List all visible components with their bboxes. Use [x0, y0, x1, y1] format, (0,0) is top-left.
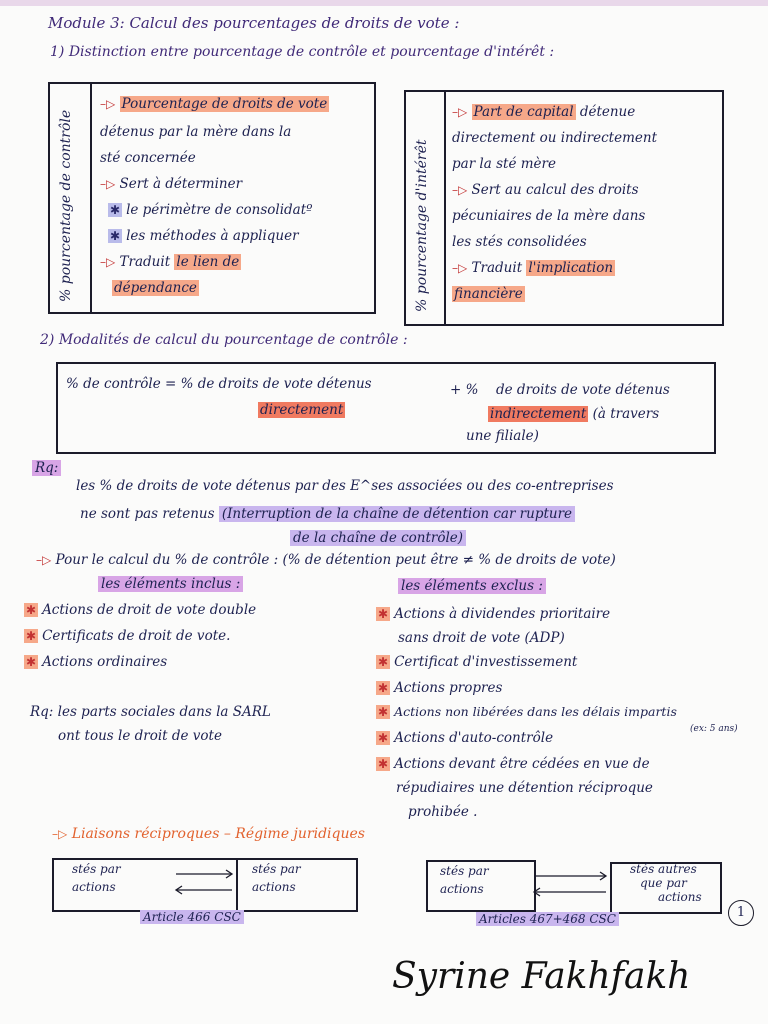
interest-line-2c: les stés consolidées [452, 234, 587, 250]
included-item-1: ✱ Actions de droit de vote double [26, 602, 257, 618]
interest-line-1: –▷ Part de capital détenue [452, 104, 636, 120]
diagram1-left-1: stés par [72, 862, 121, 876]
control-box-label: % pourcentage de contrôle [58, 109, 74, 302]
included-title: les éléments inclus : [98, 576, 243, 592]
interest-line-1d: par la sté mère [452, 156, 556, 172]
remark1-line-2: ne sont pas retenus (Interruption de la chaîne de détention car rupture [80, 506, 575, 522]
remark2-line-1: Rq: les parts sociales dans la SARL [30, 704, 271, 720]
formula-part-b: directement [260, 402, 344, 418]
excluded-item-6c: prohibée . [408, 804, 478, 820]
arrow-icon: –▷ [452, 261, 468, 275]
control-line-5: –▷ Traduit le lien de [100, 254, 240, 270]
interest-line-3: –▷ Traduit l'implication [452, 260, 614, 276]
excluded-item-4: ✱ Actions non libérées dans les délais impartis [378, 704, 677, 719]
calc-line: –▷ Pour le calcul du % de contrôle : (% de détention peut être ≠ % de droits de vote) [36, 552, 616, 568]
control-line-1b: détenus par la mère dans la [100, 124, 292, 140]
asterisk-icon: ✱ [26, 655, 37, 669]
interest-box-label: % pourcentage d'intérêt [414, 139, 430, 312]
control-line-1: –▷ Pourcentage de droits de vote [100, 96, 328, 112]
diagram2-right-3: actions [658, 890, 702, 904]
asterisk-icon: ✱ [378, 731, 389, 745]
asterisk-icon: ✱ [378, 705, 389, 719]
section1-heading: 1) Distinction entre pourcentage de contrôle et pourcentage d'intérêt : [50, 44, 555, 60]
formula-part-d: indirectement (à travers [490, 406, 660, 422]
excluded-item-1b: sans droit de vote (ADP) [398, 630, 565, 646]
formula-part-c: de droits de vote détenus [496, 382, 670, 398]
arrow-icon: –▷ [452, 105, 468, 119]
excluded-item-3: ✱ Actions propres [378, 680, 503, 696]
arrow-icon: –▷ [52, 827, 68, 841]
arrow-icon: –▷ [452, 183, 468, 197]
asterisk-icon: ✱ [378, 757, 389, 771]
page-title: Module 3: Calcul des pourcentages de droits de vote : [48, 14, 460, 32]
diagram2-right-2: que par [640, 876, 687, 890]
interest-line-1c: directement ou indirectement [452, 130, 657, 146]
remark1-line-3: de la chaîne de contrôle) [290, 530, 466, 546]
asterisk-icon: ✱ [110, 203, 121, 217]
arrow-icon: –▷ [100, 177, 116, 191]
diagram1-right-2: actions [252, 880, 296, 894]
signature: Syrine Fakhfakh [392, 956, 691, 997]
control-line-5c: dépendance [114, 280, 197, 296]
excluded-item-2: ✱ Certificat d'investissement [378, 654, 578, 670]
remark1-tag: Rq: [32, 460, 61, 476]
arrow-icon: –▷ [100, 97, 116, 111]
interest-line-2: –▷ Sert au calcul des droits [452, 182, 639, 198]
diagram2-caption: Articles 467+468 CSC [476, 912, 619, 926]
arrow-icon: –▷ [100, 255, 116, 269]
excluded-item-6: ✱ Actions devant être cédées en vue de [378, 756, 650, 772]
excluded-title: les éléments exclus : [398, 578, 546, 594]
section2-heading: 2) Modalités de calcul du pourcentage de contrôle : [40, 332, 408, 348]
diagram2-right-1: stés autres [630, 862, 697, 876]
asterisk-icon: ✱ [378, 681, 389, 695]
control-line-1c: sté concernée [100, 150, 196, 166]
excluded-item-1: ✱ Actions à dividendes prioritaire [378, 606, 611, 622]
control-line-2: –▷ Sert à déterminer [100, 176, 243, 192]
page-number: 1 [728, 900, 754, 926]
included-item-3: ✱ Actions ordinaires [26, 654, 168, 670]
diagram2-left-2: actions [440, 882, 484, 896]
excluded-item-5: ✱ Actions d'auto-contrôle [378, 730, 554, 746]
remark1-line-1: les % de droits de vote détenus par des E^ses associées ou des co-entreprises [76, 478, 614, 494]
interest-line-2b: pécuniaires de la mère dans [452, 208, 646, 224]
asterisk-icon: ✱ [110, 229, 121, 243]
diagram1-caption: Article 466 CSC [140, 910, 244, 924]
excluded-item-4-note: (ex: 5 ans) [690, 724, 738, 734]
diagram1-right-1: stés par [252, 862, 301, 876]
remark2-line-2: ont tous le droit de vote [58, 728, 222, 744]
asterisk-icon: ✱ [26, 629, 37, 643]
formula-part-a: % de contrôle = % de droits de vote détenus [66, 376, 372, 392]
asterisk-icon: ✱ [26, 603, 37, 617]
diagram1-left-2: actions [72, 880, 116, 894]
formula-plus: + % [450, 382, 479, 398]
control-line-4: ✱ les méthodes à appliquer [110, 228, 299, 244]
formula-part-f: une filiale) [466, 428, 539, 444]
asterisk-icon: ✱ [378, 655, 389, 669]
liaisons-heading: –▷ Liaisons réciproques – Régime juridiques [52, 826, 365, 842]
included-item-2: ✱ Certificats de droit de vote. [26, 628, 231, 644]
asterisk-icon: ✱ [378, 607, 389, 621]
control-line-3: ✱ le périmètre de consolidatº [110, 202, 313, 218]
arrow-icon: –▷ [36, 553, 52, 567]
diagram2-left-1: stés par [440, 864, 489, 878]
excluded-item-6b: répudiaires une détention réciproque [396, 780, 653, 796]
interest-line-3c: financière [454, 286, 523, 302]
